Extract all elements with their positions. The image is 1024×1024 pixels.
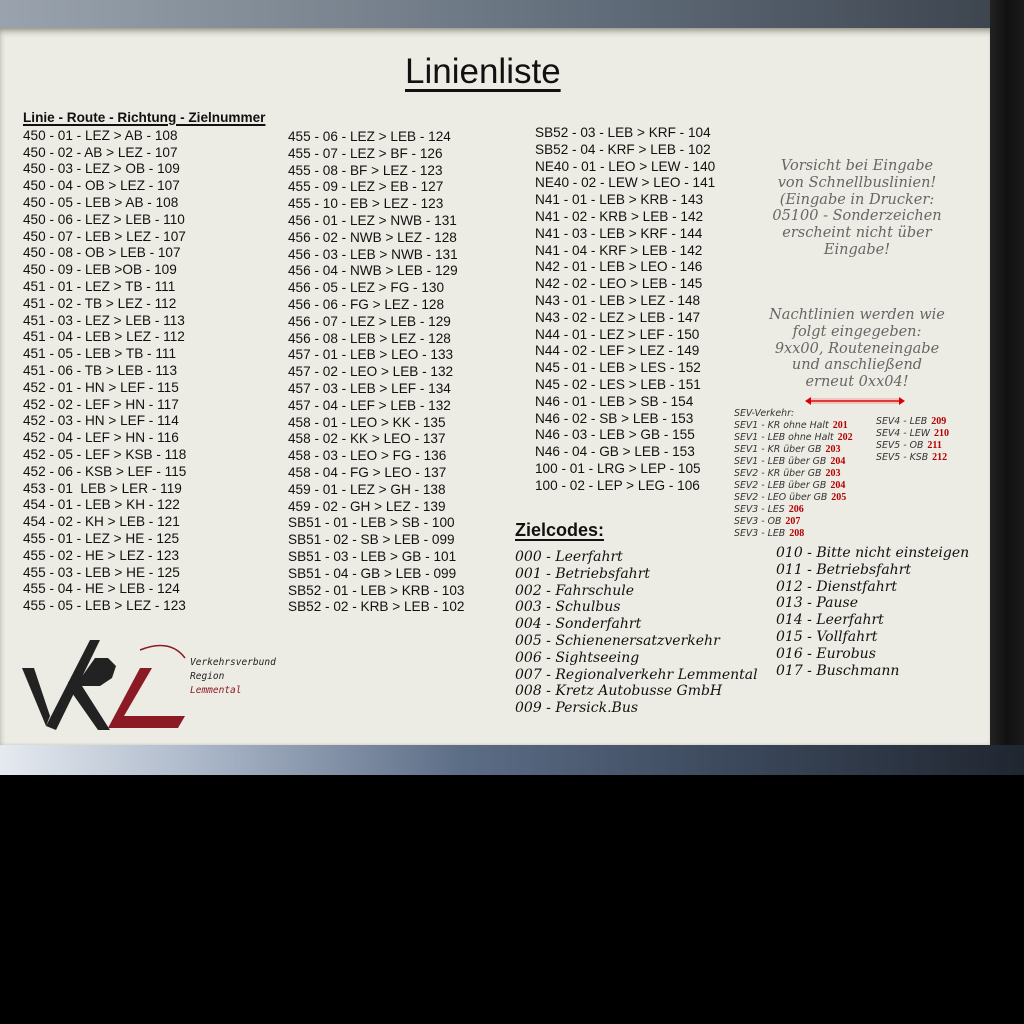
zielcode-entry: 012 - Dienstfahrt: [776, 578, 898, 595]
sev-label: SEV3 - LES: [734, 504, 785, 515]
sev-label: SEV3 - LEB: [734, 528, 786, 539]
sev-label: SEV5 - OB: [876, 440, 924, 451]
line-entry: 450 - 05 - LEB > AB - 108: [23, 194, 179, 210]
note-line: Nachtlinien werden wie: [769, 307, 945, 323]
sev-label: SEV3 - OB: [734, 516, 782, 527]
schnellbus-warning-note: [752, 158, 962, 259]
zielcode-entry: 009 - Persick.Bus: [515, 700, 639, 717]
line-entry: 456 - 06 - FG > LEZ - 128: [288, 296, 445, 312]
line-entry: N43 - 01 - LEB > LEZ - 148: [535, 292, 701, 308]
line-entry: NE40 - 02 - LEW > LEO - 141: [535, 175, 716, 191]
line-entry: N46 - 04 - GB > LEB - 153: [535, 444, 695, 460]
zielcode-entry: 000 - Leerfahrt: [515, 549, 623, 565]
line-entry: 455 - 10 - EB > LEZ - 123: [288, 196, 444, 212]
note-line: Vorsicht bei Eingabe: [780, 158, 934, 174]
sev-entry: [734, 468, 853, 480]
line-entry: 455 - 07 - LEZ > BF - 126: [288, 145, 443, 161]
line-entry: SB52 - 04 - KRF > LEB - 102: [535, 141, 711, 157]
sev-list-right: [876, 416, 949, 464]
sev-code: 211: [927, 440, 942, 451]
line-entry: 453 - 01 LEB > LER - 119: [23, 480, 182, 496]
line-entry: SB51 - 01 - LEB > SB - 100: [288, 515, 455, 531]
line-entry: N45 - 02 - LES > LEB - 151: [535, 376, 701, 392]
line-entry: 456 - 03 - LEB > NWB - 131: [288, 246, 458, 262]
note-line: folgt eingegeben:: [792, 323, 922, 340]
sev-label: SEV4 - LEB: [876, 416, 928, 427]
sev-code: 205: [831, 492, 847, 503]
line-entry: 458 - 04 - FG > LEO - 137: [288, 464, 447, 480]
note-line: (Eingabe in Drucker:: [779, 191, 935, 208]
zielcode-entry: 008 - Kretz Autobusse GmbH: [515, 683, 723, 700]
sev-label: SEV1 - LEB über GB: [734, 456, 827, 467]
sev-code: 204: [830, 480, 846, 491]
line-entry: 450 - 04 - OB > LEZ - 107: [23, 178, 180, 194]
zielcode-entry: 013 - Pause: [776, 595, 858, 612]
zielcode-entry: 011 - Betriebsfahrt: [776, 561, 912, 578]
line-list-column-1: [23, 110, 265, 615]
line-entry: N41 - 04 - KRF > LEB - 142: [535, 242, 703, 258]
line-list-column-2: [288, 129, 464, 616]
sev-code: 202: [837, 432, 853, 443]
zielcode-entry: 003 - Schulbus: [515, 599, 621, 616]
line-entry: 456 - 07 - LEZ > LEB - 129: [288, 313, 451, 329]
sev-entry: [734, 504, 853, 516]
line-entry: 451 - 01 - LEZ > TB - 111: [23, 278, 176, 294]
line-entry: 456 - 05 - LEZ > FG - 130: [288, 280, 445, 296]
sev-code: 203: [825, 468, 841, 479]
note-line: 05100 - Sonderzeichen: [772, 208, 942, 225]
sev-label: SEV1 - KR über GB: [734, 444, 822, 455]
line-entry: 459 - 02 - GH > LEZ - 139: [288, 498, 446, 514]
zielcode-entry: 015 - Vollfahrt: [776, 628, 878, 645]
line-entry: N42 - 01 - LEB > LEO - 146: [535, 259, 703, 275]
line-entry: SB52 - 01 - LEB > KRB - 103: [288, 582, 465, 598]
line-entry: 455 - 08 - BF > LEZ - 123: [288, 162, 443, 178]
line-entry: 455 - 04 - HE > LEB - 124: [23, 581, 180, 597]
line-entry: 459 - 01 - LEZ > GH - 138: [288, 481, 446, 497]
sev-code: 208: [789, 528, 805, 539]
line-entry: N46 - 01 - LEB > SB - 154: [535, 393, 694, 409]
zielcode-entry: 002 - Fahrschule: [515, 582, 634, 599]
zielcode-entry: 017 - Buschmann: [776, 662, 900, 679]
zielcodes-title: Zielcodes:: [515, 520, 605, 540]
line-entry: 457 - 02 - LEO > LEB - 132: [288, 364, 454, 380]
line-list-column-3: [535, 125, 715, 495]
note-line: erscheint nicht über: [782, 225, 932, 242]
line-entry: 451 - 04 - LEB > LEZ - 112: [23, 329, 185, 345]
sev-entry: [734, 420, 853, 432]
line-entry: 450 - 07 - LEB > LEZ - 107: [23, 228, 186, 244]
line-entry: 454 - 02 - KH > LEB - 121: [23, 514, 180, 530]
line-entry: N43 - 02 - LEZ > LEB - 147: [535, 309, 701, 325]
note-line: und anschließend: [791, 357, 923, 374]
line-entry: SB52 - 03 - LEB > KRF - 104: [535, 125, 711, 140]
logo-line-3: Lemmental: [190, 685, 242, 696]
nachtlinien-note: [752, 307, 962, 391]
line-entry: 458 - 03 - LEO > FG - 136: [288, 448, 447, 464]
zielcode-entry: 004 - Sonderfahrt: [515, 616, 642, 633]
line-entry: N44 - 02 - LEF > LEZ - 149: [535, 343, 700, 359]
sev-code: 212: [932, 452, 948, 463]
sev-entry: [876, 428, 949, 440]
sev-label: SEV1 - KR ohne Halt: [734, 420, 829, 431]
zielcode-entry: 014 - Leerfahrt: [776, 612, 884, 629]
sev-code: 207: [785, 516, 801, 527]
zielcodes-list-right: [776, 545, 969, 679]
line-entry: 100 - 02 - LEP > LEG - 106: [535, 477, 700, 493]
line-entry: N41 - 02 - KRB > LEB - 142: [535, 208, 704, 224]
sev-entry: [734, 516, 853, 528]
sev-entry: [734, 456, 853, 468]
line-entry: 451 - 05 - LEB > TB - 111: [23, 346, 177, 362]
line-entry: 450 - 06 - LEZ > LEB - 110: [23, 211, 185, 227]
line-entry: 455 - 09 - LEZ > EB - 127: [288, 179, 444, 195]
line-entry: 452 - 01 - HN > LEF - 115: [23, 379, 179, 395]
line-entry: 456 - 02 - NWB > LEZ - 128: [288, 229, 457, 245]
line-entry: 457 - 04 - LEF > LEB - 132: [288, 397, 451, 413]
line-entry: N41 - 03 - LEB > KRF - 144: [535, 225, 703, 241]
line-entry: 451 - 03 - LEZ > LEB - 113: [23, 312, 185, 328]
line-entry: 454 - 01 - LEB > KH - 122: [23, 497, 180, 513]
board-frame-right: [990, 0, 1024, 775]
line-entry: SB51 - 03 - LEB > GB - 101: [288, 548, 457, 564]
zielcode-entry: 007 - Regionalverkehr Lemmental: [515, 666, 758, 683]
sev-list-left: [734, 408, 853, 540]
sev-entry: [734, 444, 853, 456]
column-header: Linie - Route - Richtung - Zielnummer: [23, 110, 266, 125]
line-entry: 450 - 02 - AB > LEZ - 107: [23, 144, 178, 160]
sev-label: SEV5 - KSB: [876, 452, 929, 463]
line-entry: SB52 - 02 - KRB > LEB - 102: [288, 599, 465, 615]
line-entry: 451 - 06 - TB > LEB - 113: [23, 362, 178, 378]
zielcode-entry: 006 - Sightseeing: [515, 649, 640, 666]
line-entry: 450 - 09 - LEB >OB - 109: [23, 262, 177, 278]
sev-entry: [876, 452, 949, 464]
sev-code: 201: [832, 420, 848, 431]
line-entry: N41 - 01 - LEB > KRB - 143: [535, 192, 704, 208]
sev-entry: [734, 492, 853, 504]
line-entry: 455 - 03 - LEB > HE - 125: [23, 564, 180, 580]
double-arrow-icon: [805, 397, 905, 405]
line-entry: 455 - 02 - HE > LEZ - 123: [23, 547, 180, 563]
line-entry: 452 - 03 - HN > LEF - 114: [23, 413, 179, 429]
line-entry: N45 - 01 - LEB > LES - 152: [535, 360, 701, 376]
zielcode-entry: 016 - Eurobus: [776, 645, 876, 662]
sev-label: SEV2 - LEO über GB: [734, 492, 828, 503]
sev-title: SEV-Verkehr:: [734, 408, 795, 419]
sev-entry: [734, 432, 853, 444]
line-entry: 452 - 02 - LEF > HN - 117: [23, 396, 179, 412]
line-entry: 458 - 01 - LEO > KK - 135: [288, 414, 446, 430]
zielcodes-list-left: [515, 549, 758, 717]
line-entry: N42 - 02 - LEO > LEB - 145: [535, 276, 703, 292]
line-entry: SB51 - 02 - SB > LEB - 099: [288, 532, 455, 548]
sev-code: 206: [788, 504, 804, 515]
note-line: 9xx00, Routeneingabe: [774, 340, 940, 357]
logo-line-2: Region: [190, 671, 225, 682]
line-entry: 457 - 03 - LEB > LEF - 134: [288, 380, 451, 396]
line-entry: 450 - 01 - LEZ > AB - 108: [23, 127, 178, 143]
line-entry: SB51 - 04 - GB > LEB - 099: [288, 565, 457, 581]
line-entry: 455 - 06 - LEZ > LEB - 124: [288, 129, 451, 144]
line-entry: N44 - 01 - LEZ > LEF - 150: [535, 326, 700, 342]
sev-entry: [734, 480, 853, 492]
note-line: erneut 0xx04!: [805, 374, 909, 391]
sev-entry: [876, 416, 949, 428]
line-entry: 452 - 06 - KSB > LEF - 115: [23, 463, 187, 479]
line-entry: 456 - 08 - LEB > LEZ - 128: [288, 330, 451, 346]
zielcode-entry: 010 - Bitte nicht einsteigen: [776, 545, 970, 561]
sev-label: SEV2 - KR über GB: [734, 468, 822, 479]
line-entry: 456 - 01 - LEZ > NWB - 131: [288, 212, 457, 228]
line-entry: 456 - 04 - NWB > LEB - 129: [288, 263, 458, 279]
note-line: Eingabe!: [823, 241, 891, 258]
sev-code: 204: [830, 456, 846, 467]
sev-code: 210: [934, 428, 950, 439]
sev-label: SEV2 - LEB über GB: [734, 480, 827, 491]
sev-code: 209: [931, 416, 947, 427]
line-entry: 451 - 02 - TB > LEZ - 112: [23, 295, 177, 311]
zielcode-entry: 001 - Betriebsfahrt: [515, 565, 651, 582]
line-entry: 455 - 05 - LEB > LEZ - 123: [23, 598, 186, 614]
line-entry: N46 - 02 - SB > LEB - 153: [535, 410, 694, 426]
logo-text: [190, 656, 276, 698]
line-entry: 100 - 01 - LRG > LEP - 105: [535, 460, 701, 476]
sev-entry: [876, 440, 949, 452]
line-entry: 452 - 05 - LEF > KSB - 118: [23, 446, 187, 462]
board-frame-bottom: [0, 745, 1024, 775]
sev-entry: [734, 528, 853, 540]
line-entry: 450 - 03 - LEZ > OB - 109: [23, 161, 180, 177]
logo-line-1: Verkehrsverbund: [190, 657, 276, 668]
line-entry: 450 - 08 - OB > LEB - 107: [23, 245, 181, 261]
line-entry: NE40 - 01 - LEO > LEW - 140: [535, 158, 716, 174]
board-frame-top: [0, 0, 1024, 30]
line-entry: 455 - 01 - LEZ > HE - 125: [23, 530, 180, 546]
sev-label: SEV4 - LEW: [876, 428, 931, 439]
sev-code: 203: [825, 444, 841, 455]
line-entry: 457 - 01 - LEB > LEO - 133: [288, 347, 454, 363]
sev-label: SEV1 - LEB ohne Halt: [734, 432, 834, 443]
page-title: Linienliste: [405, 52, 561, 91]
line-entry: N46 - 03 - LEB > GB - 155: [535, 427, 695, 443]
zielcode-entry: 005 - Schienenersatzverkehr: [515, 632, 720, 649]
line-entry: 452 - 04 - LEF > HN - 116: [23, 430, 179, 446]
line-entry: 458 - 02 - KK > LEO - 137: [288, 431, 446, 447]
note-line: von Schnellbuslinien!: [777, 174, 937, 191]
